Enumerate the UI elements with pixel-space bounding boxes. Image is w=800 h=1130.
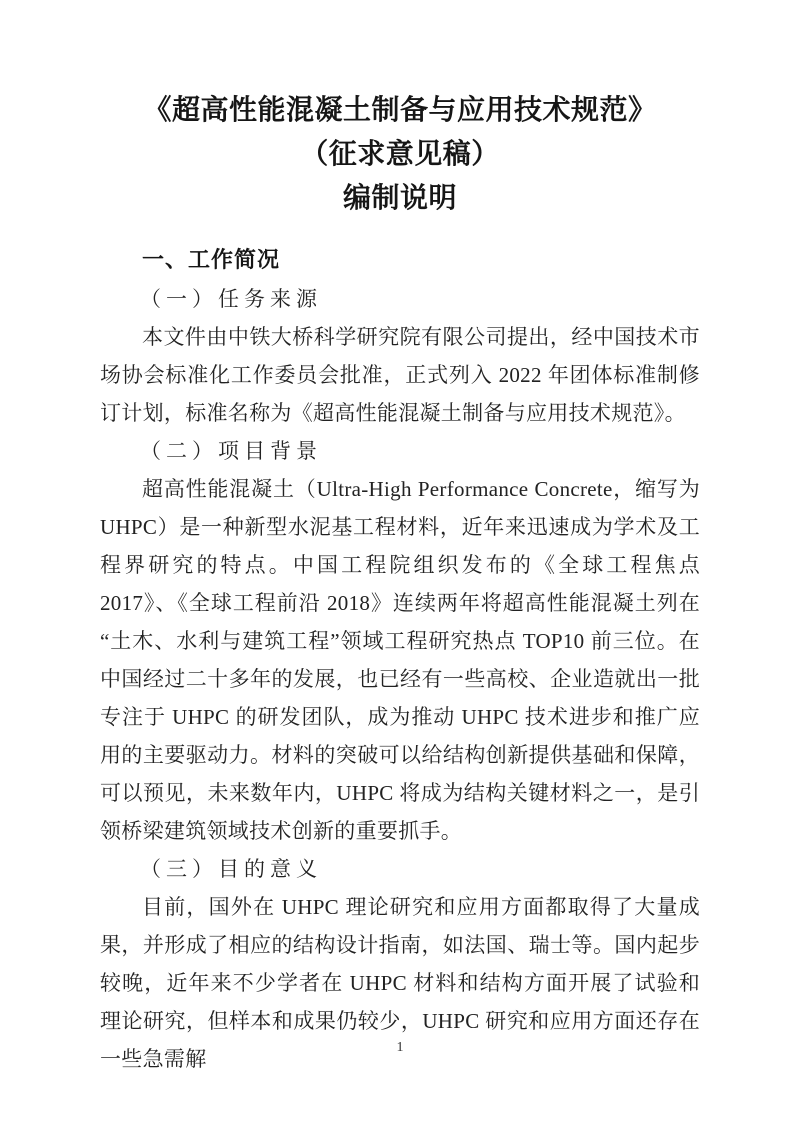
document-title-line-3: 编制说明 xyxy=(342,181,457,214)
paragraph-project-background: 超高性能混凝土（Ultra-High Performance Concrete，缩写为 UHPC）是一种新型水泥基工程材料，近年来迅速成为学术及工程界研究的特点。中国工程院组织发布的《全球工程焦点 2017》、《全球工程前沿 2018》连续两年将超高性能混凝土列在“土木、水利与建筑工程”领域工程研究热点 TOP10 前三位。在中国经过二十多年的发展，也已经有一些高校、企业造就出一批专注于 UHPC 的研发团队，成为推动 UHPC 技术进步和推广应用的主要驱动力。材料的突破可以给结构创新提供基础和保障，可以预见，未来数年内，UHPC 将成为结构关键材料之一，是引领桥梁建筑领域技术创新的重要抓手。 xyxy=(100,477,700,843)
document-content xyxy=(100,88,700,1078)
document-title-line-2: （征求意见稿） xyxy=(300,137,500,170)
subheading-task-source: （一）任务来源 xyxy=(140,287,322,311)
subheading-project-background: （二）项目背景 xyxy=(140,439,322,463)
paragraph-purpose-significance: 目前，国外在 UHPC 理论研究和应用方面都取得了大量成果，并形成了相应的结构设计指南，如法国、瑞士等。国内起步较晚，近年来不少学者在 UHPC 材料和结构方面开展了试验和理论研究，但样本和成果仍较少，UHPC 研究和应用方面还存在一些急需解 xyxy=(100,895,700,1071)
page-number: 1 xyxy=(396,1040,404,1055)
subheading-purpose-significance: （三）目的意义 xyxy=(140,857,322,881)
document-title-line-1: 《超高性能混凝土制备与应用技术规范》 xyxy=(143,93,657,126)
section-heading-work-overview: 一、工作简况 xyxy=(142,248,281,273)
paragraph-task-source: 本文件由中铁大桥科学研究院有限公司提出，经中国技术市场协会标准化工作委员会批准，正式列入 2022 年团体标准制修订计划，标准名称为《超高性能混凝土制备与应用技术规范》。 xyxy=(100,325,700,425)
document-title xyxy=(100,88,700,220)
